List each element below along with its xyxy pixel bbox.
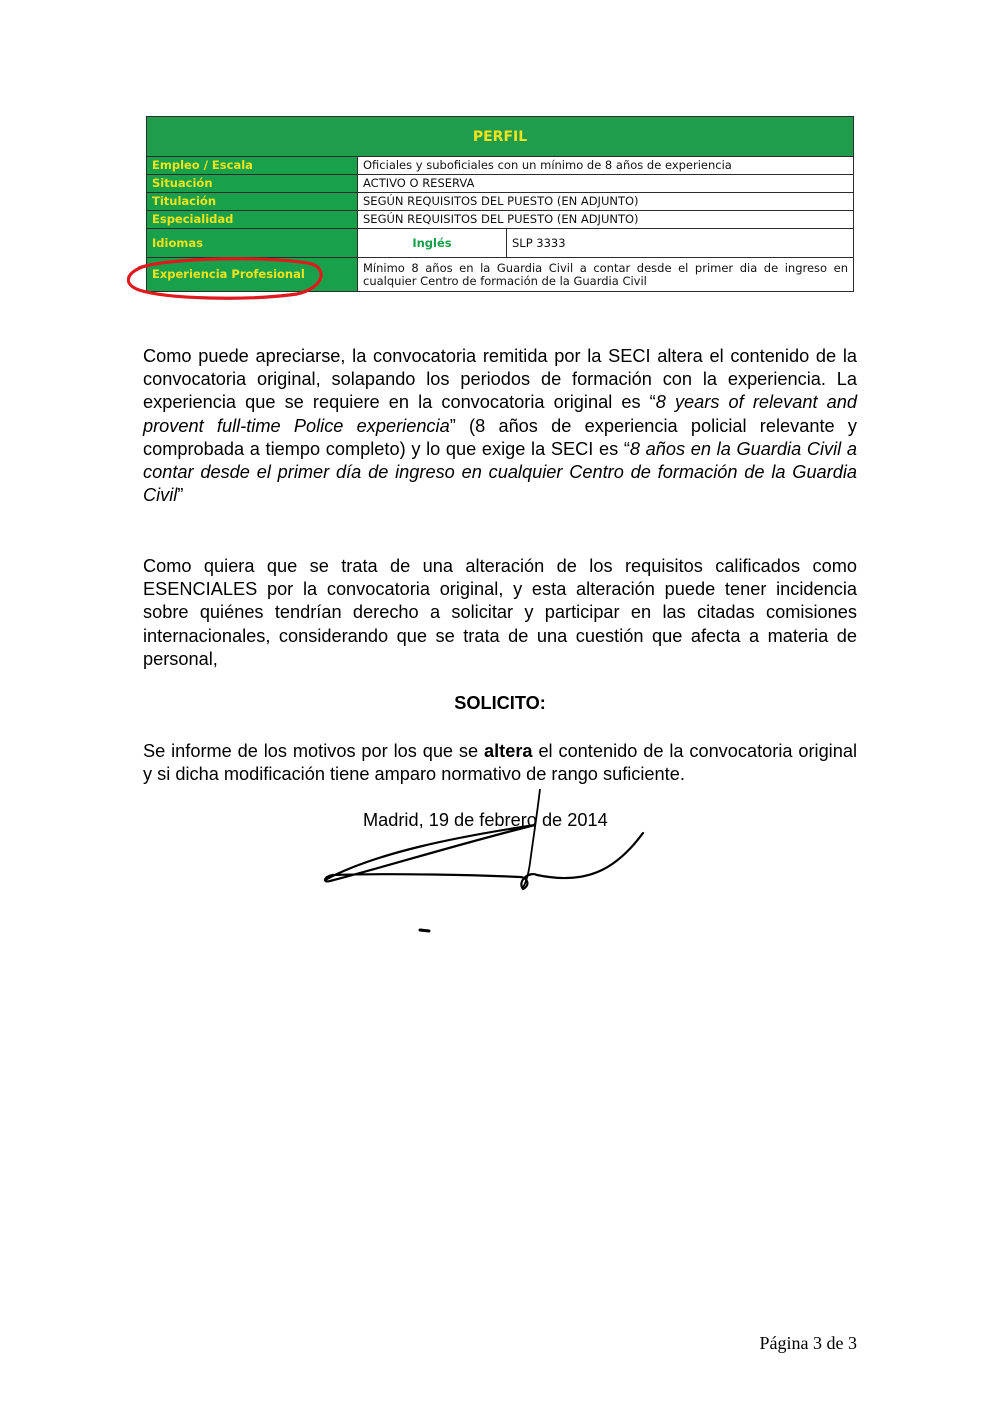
row-value-situacion: ACTIVO O RESERVA [358,175,854,193]
row-label-experiencia: Experiencia Profesional [147,258,358,292]
row-label-titulacion: Titulación [147,193,358,211]
perfil-header-row [147,117,854,157]
signature [305,785,685,955]
table-row [147,157,854,175]
row-label-especialidad: Especialidad [147,211,358,229]
table-row [147,211,854,229]
row-value-especialidad: SEGÚN REQUISITOS DEL PUESTO (EN ADJUNTO) [358,211,854,229]
paragraph-1-text-c: ” [177,485,184,506]
row-label-empleo: Empleo / Escala [147,157,358,175]
row-value-empleo: Oficiales y suboficiales con un mínimo de 8 años de experiencia [358,157,854,175]
row-value-experiencia: Mínimo 8 años en la Guardia Civil a contar desde el primer dia de ingreso en cualquier Centro de formación de la Guardia Civil [358,258,854,292]
paragraph-1-quote-seci: 8 años en la Guardia Civil a contar desde el primer día de ingreso en cualquier Centro de formación de la Guardia Civil [143,438,857,506]
solicito-heading: SOLICITO: [454,693,546,713]
paragraph-1 [143,345,857,507]
paragraph-2: Como quiera que se trata de una alteración de los requisitos calificados como ESENCIALES por la convocatoria original, y esta alteración puede tener incidencia sobre quiénes tendrían derecho a solicitar y participar en las citadas comisiones internacionales, considerando que se trata de una cuestión que afecta a materia de personal, [143,556,857,669]
table-row [147,193,854,211]
highlight-oval [127,254,326,300]
row-label-situacion: Situación [147,175,358,193]
row-label-idiomas: Idiomas [147,229,358,258]
table-row [147,175,854,193]
row-value-level: SLP 3333 [507,229,854,258]
page-number: Página 3 de 3 [759,1333,857,1353]
paragraph-3 [143,740,857,786]
paragraph-1-text-a: Como puede apreciarse, la convocatoria remitida por la SECI altera el contenido de la convocatoria original, solapando los periodos de formación con la experiencia. La experiencia que se requiere en la convocatoria original es “ [143,346,857,413]
paragraph-1-quote-original: 8 years of relevant and provent full-time Police experiencia [143,392,857,436]
paragraph-3-bold: altera [484,741,533,761]
row-value-titulacion: SEGÚN REQUISITOS DEL PUESTO (EN ADJUNTO) [358,193,854,211]
paragraph-1-text-b: ” (8 años de experiencia policial relevante y comprobada a tiempo completo) y lo que exige la SECI es “ [143,415,857,459]
perfil-title: PERFIL [147,117,854,157]
paragraph-3-text-b: el contenido de la convocatoria original y si dicha modificación tiene amparo normativo de rango suficiente. [143,741,857,785]
row-value-language: Inglés [358,229,507,258]
place-date: Madrid, 19 de febrero de 2014 [363,810,608,830]
paragraph-3-text-a: Se informe de los motivos por los que se [143,741,485,761]
